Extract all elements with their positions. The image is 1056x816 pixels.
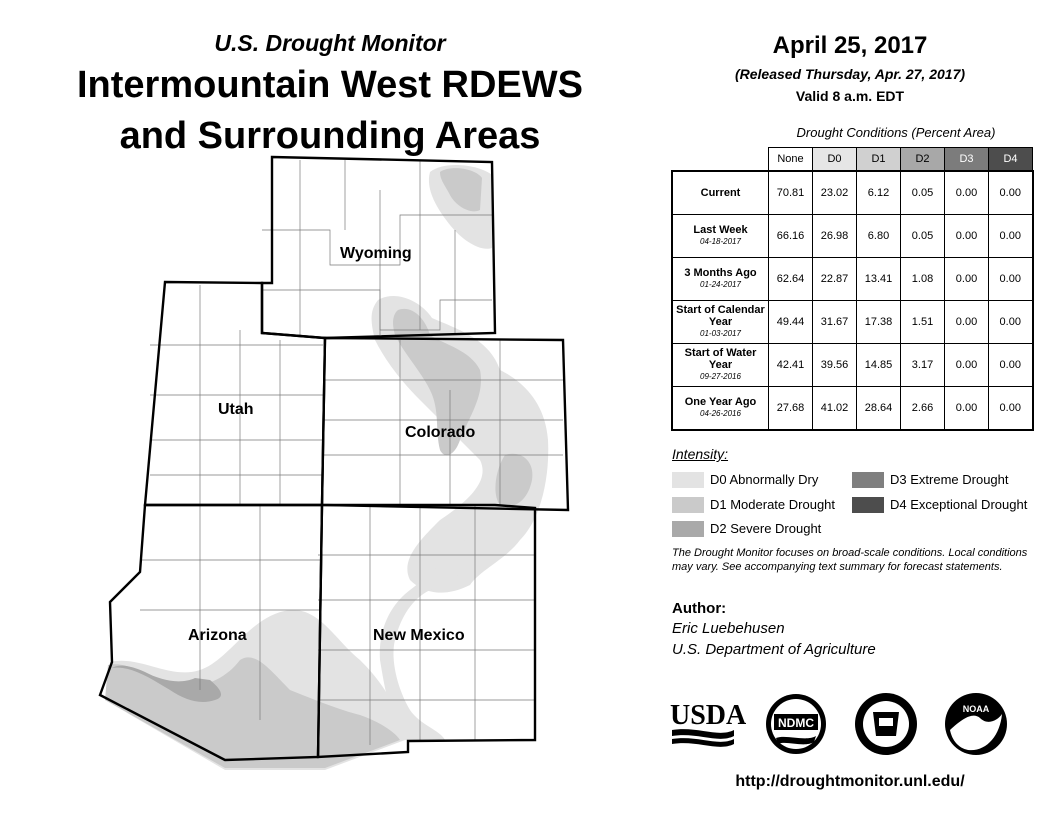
col-header-none: None xyxy=(769,148,813,172)
table-cell: 1.08 xyxy=(901,258,945,301)
table-cell: 0.00 xyxy=(989,171,1033,215)
row-label-text: Last Week xyxy=(693,224,748,236)
table-cell: 0.00 xyxy=(945,344,989,387)
map-title-line-2: and Surrounding Areas xyxy=(119,115,541,157)
state-label-arizona: Arizona xyxy=(188,627,247,644)
table-cell: 0.00 xyxy=(989,258,1033,301)
row-label xyxy=(672,258,769,301)
table-cell: 0.00 xyxy=(945,258,989,301)
row-label-text: Start of Calendar Year xyxy=(676,304,765,328)
table-cell: 0.00 xyxy=(945,387,989,431)
state-label-wyoming: Wyoming xyxy=(340,245,412,262)
valid-time: Valid 8 a.m. EDT xyxy=(795,88,905,104)
legend-swatch xyxy=(672,497,704,513)
legend-label: D0 Abnormally Dry xyxy=(710,472,819,487)
legend-label: D4 Exceptional Drought xyxy=(890,497,1028,512)
ndmc-logo-text: NDMC xyxy=(778,716,814,730)
state-label-colorado: Colorado xyxy=(405,424,476,441)
commerce-seal xyxy=(855,693,917,755)
table-cell: 0.05 xyxy=(901,171,945,215)
table-cell: 66.16 xyxy=(769,215,813,258)
row-label xyxy=(672,301,769,344)
author-organization: U.S. Department of Agriculture xyxy=(672,641,876,658)
table-row xyxy=(672,258,1033,301)
legend-label: D2 Severe Drought xyxy=(710,521,822,536)
table-cell: 0.00 xyxy=(945,301,989,344)
legend-swatch xyxy=(852,472,884,488)
row-label xyxy=(672,387,769,431)
table-cell: 42.41 xyxy=(769,344,813,387)
usda-logo-text: USDA xyxy=(670,700,747,731)
table-cell: 31.67 xyxy=(813,301,857,344)
table-title: Drought Conditions (Percent Area) xyxy=(796,125,996,140)
table-header-row xyxy=(672,148,1033,172)
legend-title: Intensity: xyxy=(672,446,729,462)
disclaimer-note: The Drought Monitor focuses on broad-scale conditions. Local conditions may vary. See accompanying text summary for forecast statements. xyxy=(672,547,1028,573)
table-cell: 0.00 xyxy=(989,301,1033,344)
col-header-d0: D0 xyxy=(813,148,857,172)
table-cell: 27.68 xyxy=(769,387,813,431)
legend-swatch xyxy=(672,521,704,537)
table-cell: 62.64 xyxy=(769,258,813,301)
table-cell: 49.44 xyxy=(769,301,813,344)
table-corner xyxy=(672,148,769,172)
table-cell: 28.64 xyxy=(857,387,901,431)
table-cell: 0.00 xyxy=(945,171,989,215)
legend-swatch xyxy=(672,472,704,488)
row-label-text: Current xyxy=(700,187,741,199)
table-cell: 0.00 xyxy=(945,215,989,258)
col-header-d1: D1 xyxy=(857,148,901,172)
row-label-date: 09-27-2016 xyxy=(700,372,741,381)
state-label-new-mexico: New Mexico xyxy=(373,627,465,644)
legend-label: D1 Moderate Drought xyxy=(710,497,836,512)
table-row xyxy=(672,344,1033,387)
row-label-date: 04-26-2016 xyxy=(700,409,741,418)
drought-map xyxy=(0,150,660,770)
drought-conditions-table xyxy=(671,147,1034,431)
noaa-logo-text: NOAA xyxy=(962,704,990,714)
map-title-line-1: Intermountain West RDEWS xyxy=(77,64,583,106)
col-header-d4: D4 xyxy=(989,148,1033,172)
author-name: Eric Luebehusen xyxy=(672,620,785,637)
drought-shading xyxy=(105,165,548,770)
utah-boundary xyxy=(145,282,325,505)
table-cell: 14.85 xyxy=(857,344,901,387)
table-cell: 3.17 xyxy=(901,344,945,387)
row-label-text: Start of Water Year xyxy=(684,347,757,371)
col-header-d2: D2 xyxy=(901,148,945,172)
legend-label: D3 Extreme Drought xyxy=(890,472,1009,487)
table-cell: 1.51 xyxy=(901,301,945,344)
agency-logos xyxy=(668,690,1018,762)
table-row xyxy=(672,387,1033,431)
usda-logo xyxy=(670,700,747,747)
row-label-date: 01-03-2017 xyxy=(700,329,741,338)
author-heading: Author: xyxy=(672,600,727,617)
table-cell: 13.41 xyxy=(857,258,901,301)
table-cell: 0.00 xyxy=(989,215,1033,258)
table-cell: 6.12 xyxy=(857,171,901,215)
table-row xyxy=(672,301,1033,344)
row-label xyxy=(672,171,769,215)
ndmc-logo xyxy=(766,694,826,754)
noaa-logo xyxy=(945,693,1007,755)
release-date: (Released Thursday, Apr. 27, 2017) xyxy=(734,66,966,82)
row-label-text: One Year Ago xyxy=(684,396,757,408)
table-cell: 17.38 xyxy=(857,301,901,344)
legend-swatch xyxy=(852,497,884,513)
table-cell: 26.98 xyxy=(813,215,857,258)
map-subtitle: U.S. Drought Monitor xyxy=(214,30,446,56)
table-cell: 23.02 xyxy=(813,171,857,215)
table-cell: 0.00 xyxy=(989,387,1033,431)
map-date: April 25, 2017 xyxy=(772,32,928,59)
table-cell: 2.66 xyxy=(901,387,945,431)
state-label-utah: Utah xyxy=(218,401,254,418)
row-label xyxy=(672,215,769,258)
website-url[interactable]: http://droughtmonitor.unl.edu/ xyxy=(735,773,965,790)
table-cell: 6.80 xyxy=(857,215,901,258)
table-cell: 39.56 xyxy=(813,344,857,387)
table-row xyxy=(672,215,1033,258)
table-cell: 70.81 xyxy=(769,171,813,215)
table-cell: 0.05 xyxy=(901,215,945,258)
row-label-text: 3 Months Ago xyxy=(684,267,757,279)
table-row xyxy=(672,171,1033,215)
row-label-date: 01-24-2017 xyxy=(700,280,741,289)
table-cell: 41.02 xyxy=(813,387,857,431)
table-cell: 22.87 xyxy=(813,258,857,301)
row-label-date: 04-18-2017 xyxy=(700,237,741,246)
row-label xyxy=(672,344,769,387)
table-cell: 0.00 xyxy=(989,344,1033,387)
col-header-d3: D3 xyxy=(945,148,989,172)
